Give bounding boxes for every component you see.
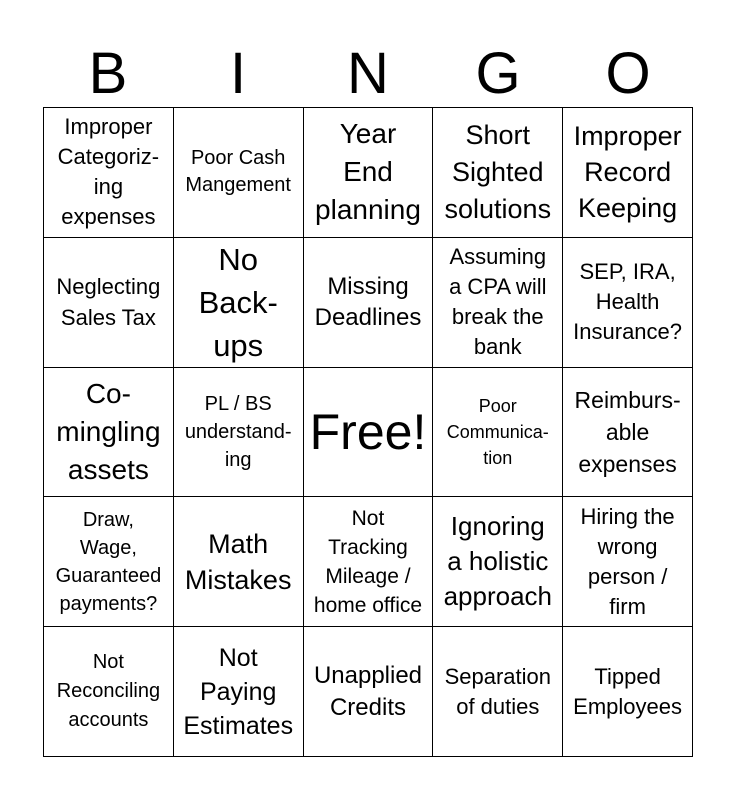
- bingo-cell[interactable]: [433, 238, 563, 368]
- bingo-cell[interactable]: [174, 368, 304, 498]
- bingo-cell[interactable]: [563, 238, 693, 368]
- bingo-cell[interactable]: [44, 497, 174, 627]
- bingo-cell[interactable]: [44, 368, 174, 498]
- bingo-cell[interactable]: [44, 108, 174, 238]
- cell-text: PL / BS understand- ing: [184, 392, 292, 471]
- cell-text: Assuming a CPA will break the bank: [449, 244, 547, 360]
- cell-text: Draw, Wage, Guaranteed payments?: [55, 508, 162, 615]
- cell-text: Separation of duties: [444, 663, 551, 719]
- cell-text: Reimburs- able expenses: [574, 386, 681, 477]
- cell-text: No Back- ups: [198, 241, 278, 363]
- cell-text: Math Mistakes: [184, 528, 292, 595]
- bingo-board: [43, 107, 693, 757]
- bingo-cell[interactable]: [174, 238, 304, 368]
- header-letter-n: N: [347, 41, 389, 106]
- bingo-cell[interactable]: [304, 108, 434, 238]
- bingo-cell[interactable]: [563, 497, 693, 627]
- cell-text: Free!: [309, 403, 427, 460]
- cell-text: Missing Deadlines: [314, 273, 422, 332]
- bingo-cell[interactable]: [44, 627, 174, 757]
- bingo-cell[interactable]: [563, 108, 693, 238]
- header-letter-i: I: [229, 41, 247, 106]
- bingo-cell[interactable]: [174, 108, 304, 238]
- header-letter-o: O: [605, 41, 651, 106]
- bingo-cell[interactable]: [174, 497, 304, 627]
- bingo-cell[interactable]: [433, 627, 563, 757]
- bingo-cell[interactable]: [304, 627, 434, 757]
- cell-text: Not Tracking Mileage / home office: [313, 506, 423, 617]
- cell-text: Not Paying Estimates: [183, 643, 294, 740]
- bingo-cell[interactable]: [304, 238, 434, 368]
- bingo-cell[interactable]: [174, 627, 304, 757]
- cell-text: Unapplied Credits: [313, 661, 423, 721]
- cell-text: Short Sighted solutions: [444, 119, 552, 224]
- bingo-cell[interactable]: [563, 627, 693, 757]
- cell-text: Tipped Employees: [573, 663, 683, 719]
- cell-text: Improper Categoriz- ing expenses: [57, 114, 160, 230]
- cell-text: Neglecting Sales Tax: [56, 274, 161, 331]
- bingo-cell[interactable]: [304, 497, 434, 627]
- cell-text: SEP, IRA, Health Insurance?: [573, 259, 683, 345]
- cell-text: Poor Cash Mangement: [185, 147, 291, 197]
- cell-text: Year End planning: [315, 118, 421, 226]
- header-letter-b: B: [88, 41, 128, 106]
- bingo-cell[interactable]: [433, 497, 563, 627]
- bingo-cell free-space[interactable]: [304, 368, 434, 498]
- bingo-cell[interactable]: [433, 108, 563, 238]
- bingo-cell[interactable]: [563, 368, 693, 498]
- cell-text: Not Reconciling accounts: [56, 651, 161, 732]
- bingo-cell[interactable]: [433, 368, 563, 498]
- cell-text: Ignoring a holistic approach: [443, 511, 552, 612]
- bingo-cell[interactable]: [44, 238, 174, 368]
- cell-text: Poor Communica- tion: [446, 395, 549, 468]
- cell-text: Co- mingling assets: [56, 377, 161, 485]
- cell-text: Hiring the wrong person / firm: [580, 503, 675, 619]
- header-letter-g: G: [475, 41, 521, 106]
- bingo-header: [43, 42, 693, 106]
- cell-text: Improper Record Keeping: [573, 121, 682, 224]
